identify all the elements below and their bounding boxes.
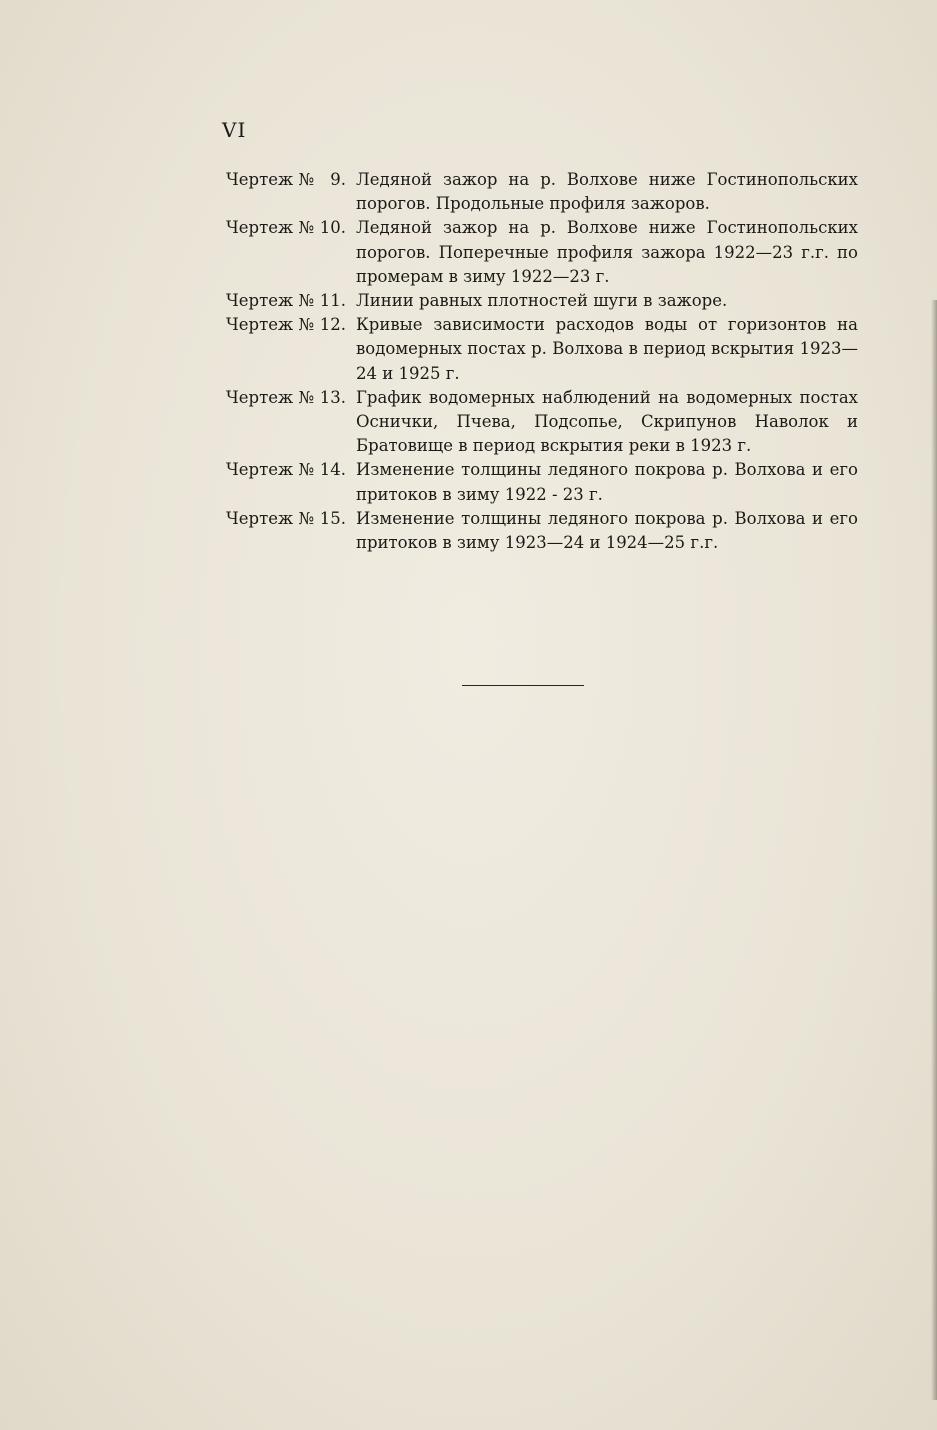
- caption-number: 11.: [319, 291, 346, 311]
- caption-text: Линии равных плотностей шуги в зажоре.: [356, 291, 728, 311]
- caption-prefix: Чертеж №: [226, 315, 315, 335]
- caption-prefix: Чертеж №: [226, 218, 315, 238]
- caption-entry: [226, 313, 858, 386]
- caption-label: [226, 168, 356, 216]
- separator-rule: [462, 685, 584, 686]
- caption-prefix: Чертеж №: [226, 508, 315, 528]
- caption-text: Кривые зависимости расходов воды от горизонтов на водомерных постах р. Волхова в период вскрытия 1923—24 и 1925 г.: [356, 315, 858, 383]
- caption-prefix: Чертеж №: [226, 387, 315, 407]
- caption-entry: [226, 458, 858, 506]
- caption-prefix: Чертеж №: [226, 291, 315, 311]
- page-edge-shadow: [931, 300, 937, 1400]
- caption-label: [226, 289, 356, 313]
- caption-entry: [226, 386, 858, 459]
- caption-label: [226, 386, 356, 459]
- caption-text: Изменение толщины ледяного покрова р. Волхова и его притоков в зиму 1922 - 23 г.: [356, 460, 858, 504]
- caption-text: Ледяной зажор на р. Волхове ниже Гостинопольских порогов. Продольные профиля зажоров.: [356, 170, 858, 214]
- caption-text: График водомерных наблюдений на водомерных постах Оснички, Пчева, Подсопье, Скрипунов Наволок и Братовище в период вскрытия реки в 1923 г.: [356, 387, 858, 456]
- caption-number: 12.: [319, 315, 346, 335]
- caption-number: 10.: [319, 218, 346, 238]
- caption-number: 9.: [330, 170, 346, 189]
- caption-number: 14.: [319, 460, 346, 480]
- page-number: VI: [222, 118, 247, 142]
- caption-text: Ледяной зажор на р. Волхове ниже Гостинопольских порогов. Поперечные профиля зажора 1922—23 г.г. по промерам в зиму 1922—23 г.: [356, 218, 858, 286]
- caption-prefix: Чертеж №: [226, 170, 315, 189]
- caption-number: 13.: [319, 387, 346, 407]
- caption-label: [226, 313, 356, 386]
- caption-prefix: Чертеж №: [226, 460, 315, 480]
- figure-captions-list: [226, 168, 858, 555]
- caption-label: [226, 216, 356, 289]
- caption-entry: [226, 289, 858, 313]
- caption-label: [226, 458, 356, 506]
- caption-number: 15.: [319, 508, 346, 528]
- caption-label: [226, 507, 356, 555]
- caption-entry: [226, 507, 858, 555]
- caption-entry: [226, 216, 858, 289]
- caption-text: Изменение толщины ледяного покрова р. Волхова и его притоков в зиму 1923—24 и 1924—25 г.г.: [356, 508, 858, 553]
- caption-entry: [226, 168, 858, 216]
